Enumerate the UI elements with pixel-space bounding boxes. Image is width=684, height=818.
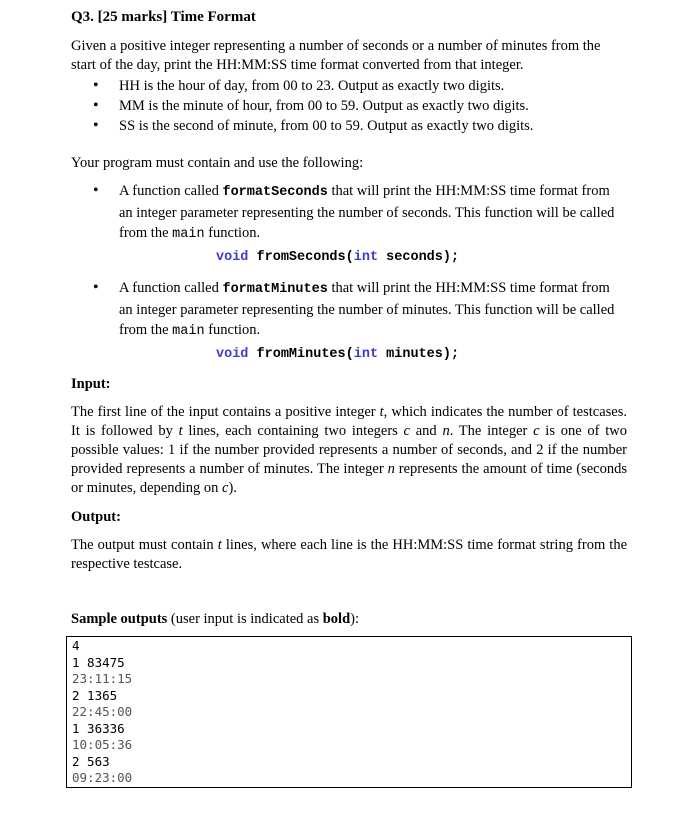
sample-line: 23:11:15 xyxy=(72,671,133,686)
signature-fromminutes: void fromMinutes(int minutes); xyxy=(216,347,460,362)
requirement-2-text: • A function called formatMinutes that will print the HH:MM:SS time format from an integer parameter representing the number of minutes. This function will be called from the main function. xyxy=(93,278,627,342)
bullet-hh: • HH is the hour of day, from 00 to 23. Output as exactly two digits. xyxy=(93,76,533,96)
intro-paragraph: Given a positive integer representing a number of seconds or a number of minutes from the start of the day, print the HH:MM:SS time format converted from that integer. xyxy=(71,38,601,73)
sample-line: 10:05:36 xyxy=(72,737,133,752)
sample-line: 1 83475 xyxy=(72,654,125,670)
sample-io-box xyxy=(66,636,632,788)
sample-line: 2 1365 xyxy=(72,687,118,703)
sample-line: 1 36336 xyxy=(72,720,125,736)
output-heading: Output: xyxy=(71,509,121,525)
requirement-1-text: • A function called formatSeconds that will print the HH:MM:SS time format from an integer parameter representing the number of seconds. This function will be called from the main function. xyxy=(93,181,627,245)
output-paragraph: The output must contain t lines, where each line is the HH:MM:SS time format string from the respective testcase. xyxy=(71,537,627,572)
bullet-ss: • SS is the second of minute, from 00 to 59. Output as exactly two digits. xyxy=(93,116,533,136)
function-name-formatminutes: formatMinutes xyxy=(222,282,328,297)
requirement-1 xyxy=(93,181,627,245)
input-heading: Input: xyxy=(71,376,111,392)
question-title: Q3. [25 marks] Time Format xyxy=(71,9,256,25)
main-keyword: main xyxy=(172,324,205,339)
sample-label: Sample outputs (user input is indicated as bold): xyxy=(71,611,360,627)
sample-line: 4 xyxy=(72,638,80,653)
sample-line: 2 563 xyxy=(72,753,110,769)
sample-line: 09:23:00 xyxy=(72,770,133,785)
sample-line: 22:45:00 xyxy=(72,704,133,719)
requirement-2 xyxy=(93,278,627,342)
signature-fromseconds: void fromSeconds(int seconds); xyxy=(216,250,460,265)
main-keyword: main xyxy=(172,227,205,242)
function-name-formatseconds: formatSeconds xyxy=(222,185,328,200)
requirements-lead: Your program must contain and use the following: xyxy=(71,155,364,171)
time-format-bullets xyxy=(93,76,533,136)
bullet-mm: • MM is the minute of hour, from 00 to 59. Output as exactly two digits. xyxy=(93,96,533,116)
input-paragraph: The first line of the input contains a positive integer t, which indicates the number of testcases. It is followed by t lines, each containing two integers c and n. The integer c is one of two possible values: 1 if the number provided represents a number of seconds, and 2 if the number provided represents a number of minutes. The integer n represents the amount of time (seconds or minutes, depending on c). xyxy=(71,404,627,496)
